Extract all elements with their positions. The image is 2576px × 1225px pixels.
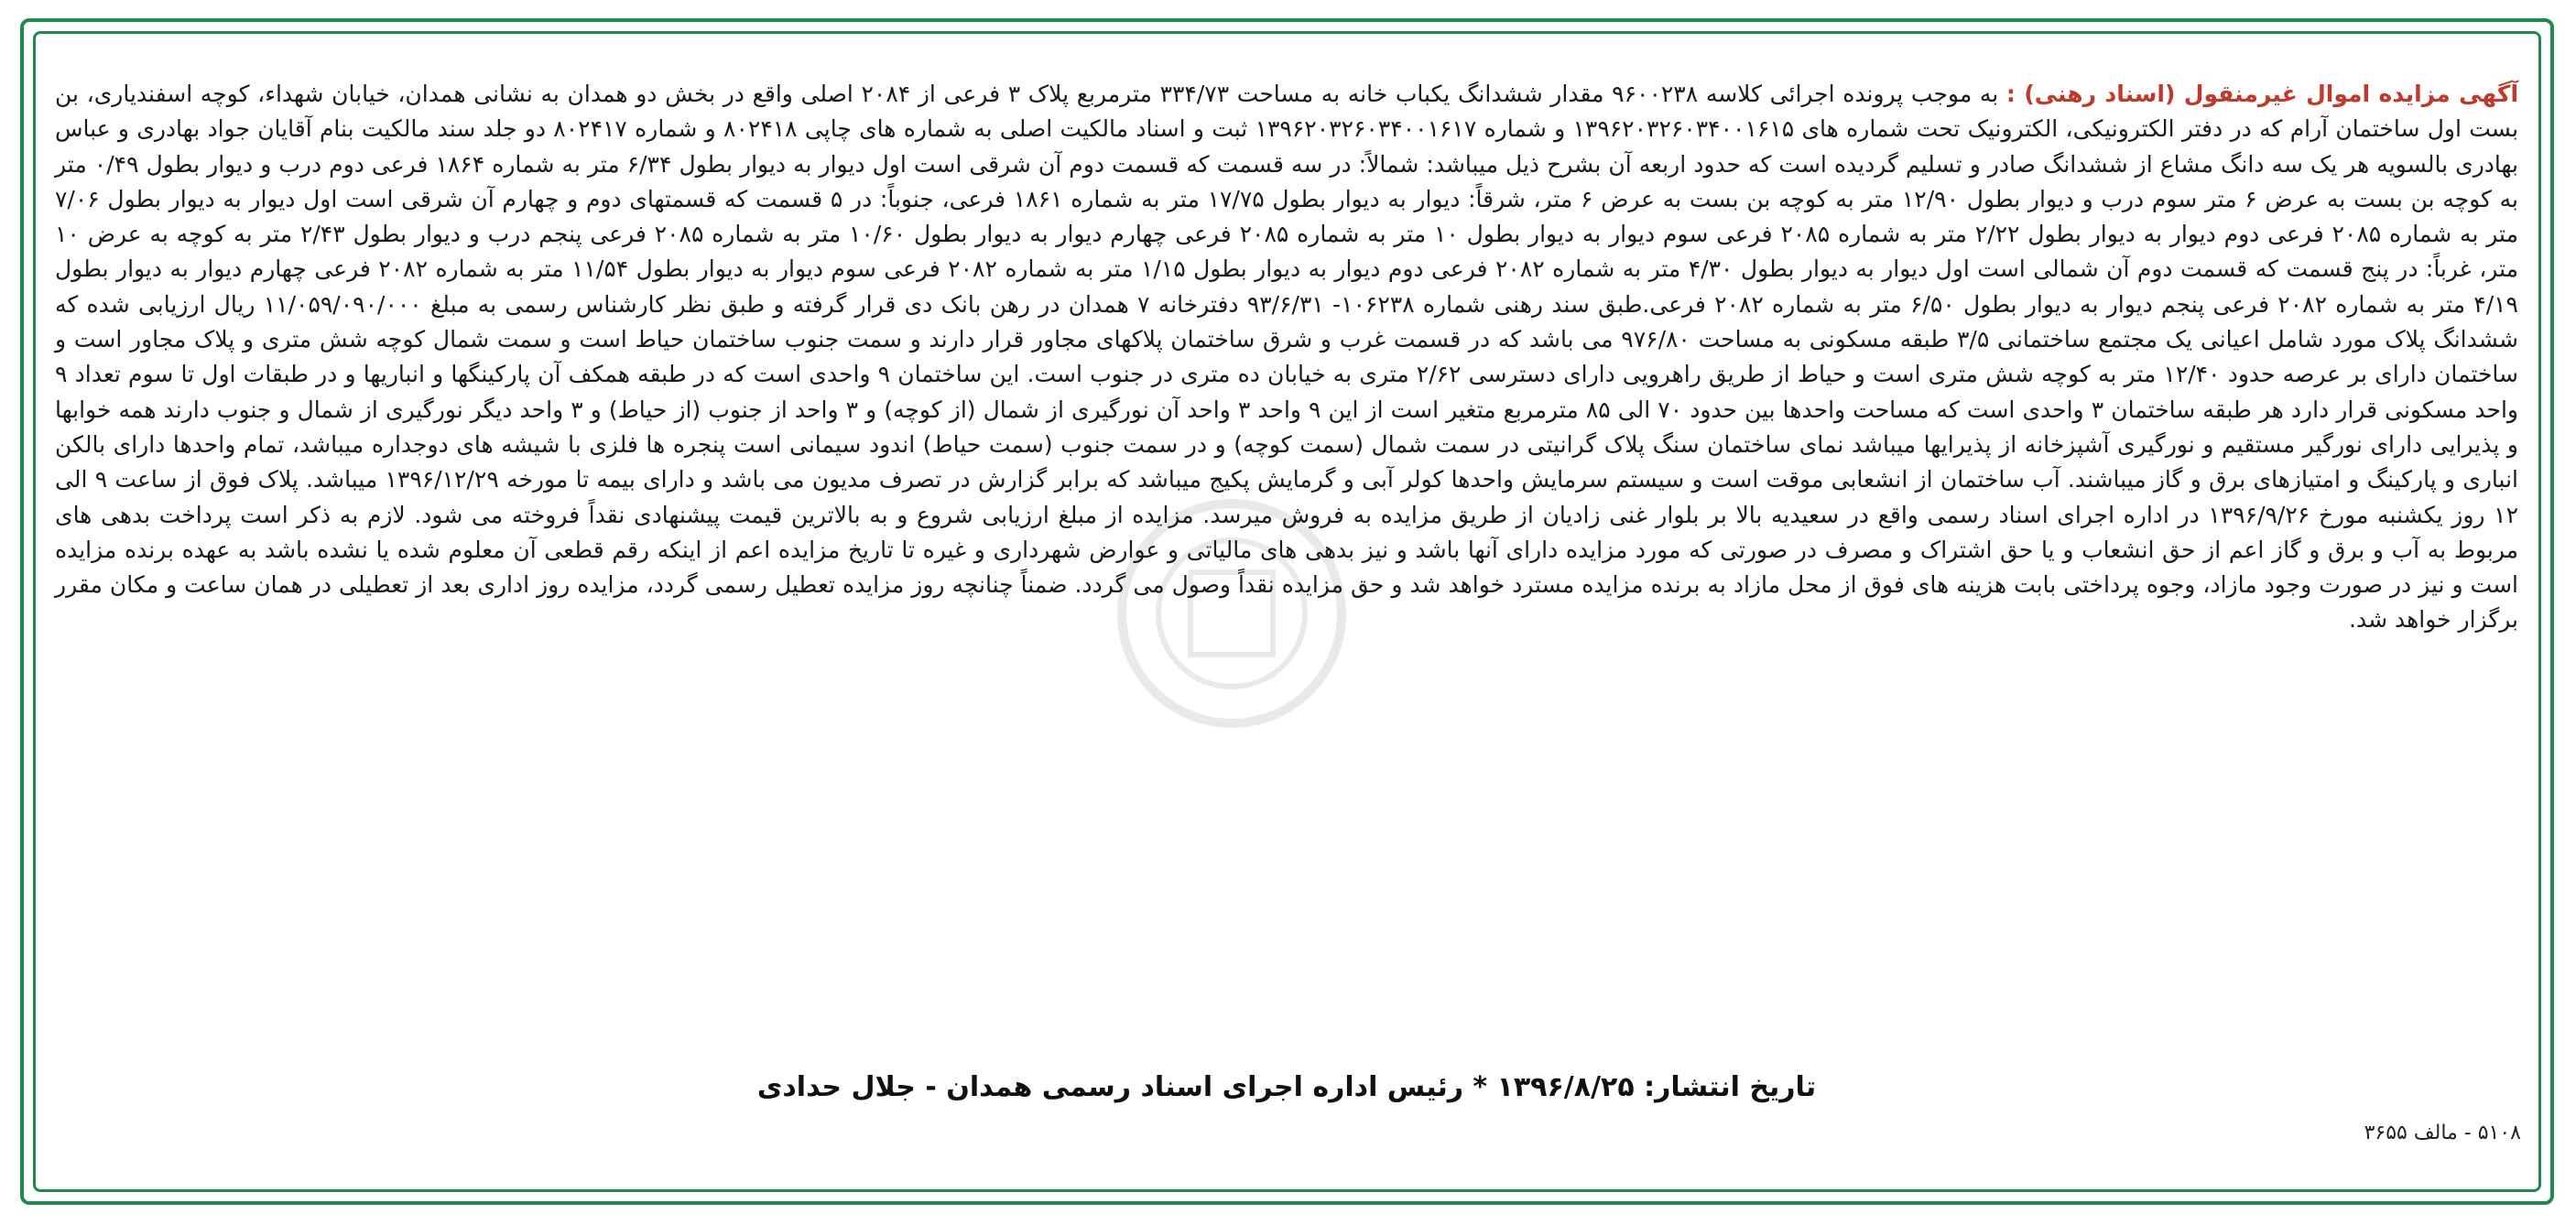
notice-title: آگهی مزایده اموال غیرمنقول (اسناد رهنی) :: [2005, 81, 2519, 107]
footer-code: ۵۱۰۸ - مالف ۳۶۵۵: [2364, 1122, 2521, 1144]
publication-signature: تاریخ انتشار: ۱۳۹۶/۸/۲۵ * رئیس اداره اجرای اسناد رسمی همدان - جلال حدادی: [756, 1071, 1817, 1103]
notice-content: [55, 77, 2518, 1066]
notice-body: به موجب پرونده اجرائی کلاسه ۹۶۰۰۲۳۸ مقدار ششدانگ یکباب خانه به مساحت ۳۳۴/۷۳ مترمربع پلاک ۳ فرعی از ۲۰۸۴ اصلی واقع در بخش دو همدان به نشانی همدان، خیابان شهداء، کوچه اسفندیاری، بن بست اول ساختمان آرام که در دفتر الکترونیکی، الکترونیک تحت شماره های ۱۳۹۶۲۰۳۲۶۰۳۴۰۰۱۶۱۵ و شماره ۱۳۹۶۲۰۳۲۶۰۳۴۰۰۱۶۱۷ ثبت و اسناد مالکیت اصلی به شماره های چاپی ۸۰۲۴۱۸ و شماره ۸۰۲۴۱۷ دو جلد سند مالکیت بنام آقایان جواد بهادری و عباس بهادری بالسویه هر یک سه دانگ مشاع از ششدانگ صادر و تسلیم گردیده است که حدود اربعه آن بشرح ذیل میباشد: شمالاً: در سه قسمت که قسمت دوم آن شرقی است اول دیوار به دیوار بطول ۶/۳۴ متر به شماره ۱۸۶۴ فرعی دوم درب و دیوار بطول ۰/۴۹ متر به کوچه بن بست به عرض ۶ متر سوم درب و دیوار بطول ۱۲/۹۰ متر به کوچه بن بست به عرض ۶ متر، شرقاً: دیوار به دیوار بطول ۱۷/۷۵ متر به شماره ۱۸۶۱ فرعی، جنوباً: در ۵ قسمت که قسمتهای دوم و چهارم آن شرقی است اول دیوار به دیوار بطول ۷/۰۶ متر به شماره ۲۰۸۵ فرعی دوم دیوار به دیوار بطول ۲/۲۲ متر به شماره ۲۰۸۵ فرعی سوم دیوار به دیوار بطول ۱۰ متر به شماره ۲۰۸۵ فرعی چهارم دیوار به دیوار بطول ۱۰/۶۰ متر به شماره ۲۰۸۵ فرعی پنجم درب و دیوار بطول ۲/۴۳ متر به کوچه به عرض ۱۰ متر، غرباً: در پنج قسمت که قسمت دوم آن شمالی است اول دیوار به دیوار بطول ۴/۳۰ متر به شماره ۲۰۸۲ فرعی دوم دیوار به دیوار بطول ۱/۱۵ متر به شماره ۲۰۸۲ فرعی سوم دیوار به دیوار بطول ۱۱/۵۴ متر به شماره ۲۰۸۲ فرعی چهارم دیوار به دیوار بطول ۴/۱۹ متر به شماره ۲۰۸۲ فرعی پنجم دیوار به دیوار بطول ۶/۵۰ متر به شماره ۲۰۸۲ فرعی.طبق سند رهنی شماره ۱۰۶۲۳۸- ۹۳/۶/۳۱ دفترخانه ۷ همدان در رهن بانک دی قرار گرفته و طبق نظر کارشناس رسمی به مبلغ ۱۱/۰۵۹/۰۹۰/۰۰۰ ریال ارزیابی شده که ششدانگ پلاک مورد شامل اعیانی یک مجتمع ساختمانی ۳/۵ طبقه مسکونی به مساحت ۹۷۶/۸۰ می باشد که در قسمت غرب و شرق ساختمان پلاکهای مجاور قرار دارند و سمت جنوب ساختمان حیاط است و سمت شمال کوچه شش متری و پلاک مجاور است و ساختمان دارای بر عرصه حدود ۱۲/۴۰ متر به کوچه شش متری است و حیاط از طریق راهرویی دارای دسترسی ۲/۶۲ متری به خیابان ده متری در جنوب است. این ساختمان ۹ واحدی است که در طبقه همکف آن پارکینگها و انباریها و در طبقات اول تا سوم تعداد ۹ واحد مسکونی قرار دارد هر طبقه ساختمان ۳ واحدی است که مساحت واحدها بین حدود ۷۰ الی ۸۵ مترمربع متغیر است از این ۹ واحد ۳ واحد آن نورگیری از شمال (از کوچه) و ۳ واحد از جنوب (از حیاط) و ۳ واحد دیگر نورگیری از شمال و جنوب دارند همه خوابها و پذیرایی دارای نورگیر مستقیم و نورگیری آشپزخانه از پذیرایها میباشد نمای ساختمان سنگ پلاک گرانیتی در سمت شمال (سمت کوچه) و در سمت جنوب (سمت حیاط) اندود سیمانی است پنجره ها فلزی با شیشه های دوجداره میباشد، تمام واحدها دارای بالکن انباری و پارکینگ و امتیازهای برق و گاز میباشند. آب ساختمان از انشعابی موقت است و سیستم سرمایش واحدها کولر آبی و گرمایش پکیج میباشد که برابر گزارش در تصرف مدیون می باشد و دارای بیمه تا مورخه ۱۳۹۶/۱۲/۲۹ میباشد. پلاک فوق از ساعت ۹ الی ۱۲ روز یکشنبه مورخ ۱۳۹۶/۹/۲۶ در اداره اجرای اسناد رسمی واقع در سعیدیه بالا بر بلوار غنی زادیان از طریق مزایده به فروش میرسد. مزایده از مبلغ ارزیابی شروع و به بالاترین قیمت پیشنهادی نقداً فروخته می شود. لازم به ذکر است پرداخت بدهی های مربوط به آب و برق و گاز اعم از حق انشعاب و یا حق اشتراک و مصرف در صورتی که مورد مزایده دارای آنها باشد و نیز بدهی های مالیاتی و عوارض شهرداری و غیره تا تاریخ مزایده اعم از اینکه رقم قطعی آن معلوم شده یا نشده باشد به عهده برنده مزایده است و نیز در صورت وجود مازاد، وجوه پرداختی بابت هزینه های فوق از محل مازاد به برنده مزایده مسترد خواهد شد و حق مزایده نقداً وصول می گردد. ضمناً چنانچه روز مزایده تعطیل رسمی گردد، مزایده روز اداری بعد از تعطیلی در همان ساعت و مکان مقرر برگزار خواهد شد.: [55, 81, 2519, 634]
